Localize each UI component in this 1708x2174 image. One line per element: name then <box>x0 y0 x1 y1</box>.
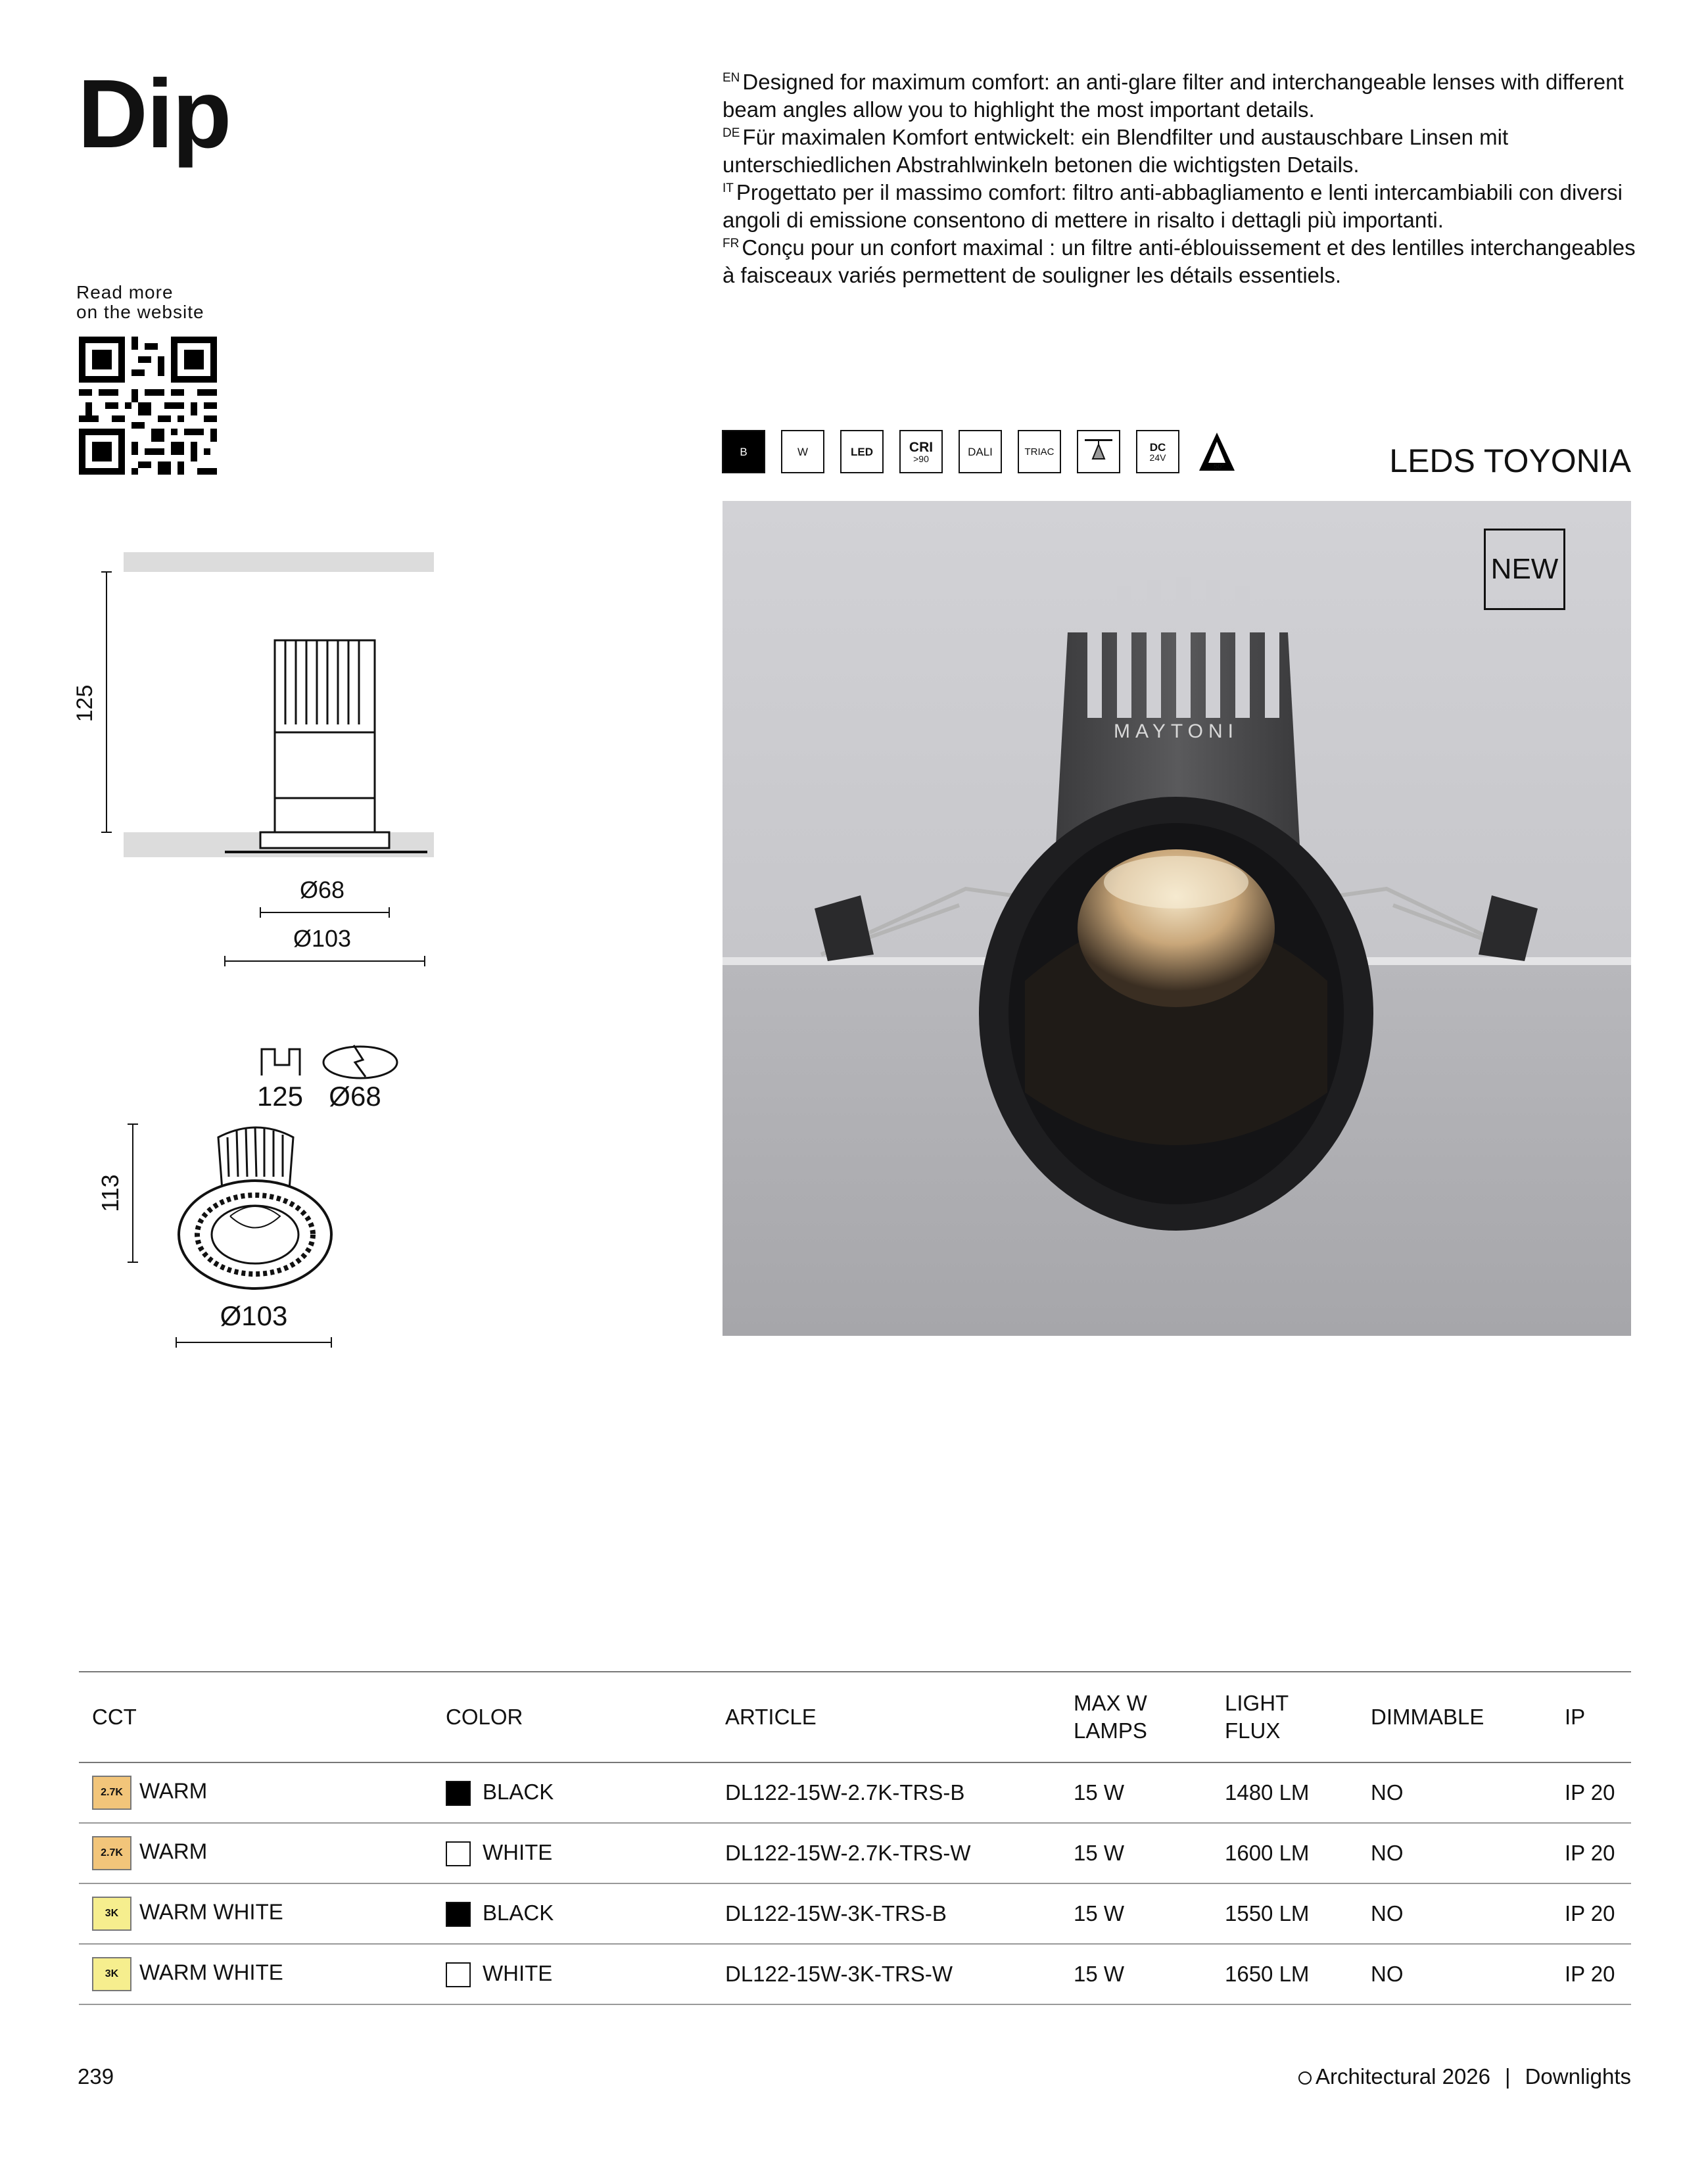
iso-diameter-label: Ø103 <box>220 1300 288 1331</box>
cell-light-flux: 1480 LM <box>1212 1762 1358 1823</box>
color-swatch <box>446 1781 471 1806</box>
header-article: ARTICLE <box>712 1672 1060 1762</box>
header-max-w: MAX W LAMPS <box>1060 1672 1212 1762</box>
rotatable-lamp-icon <box>1077 430 1120 473</box>
cell-light-flux: 1600 LM <box>1212 1823 1358 1883</box>
description-it: $^{IT}$ Progettato per il massimo comfort: filtro anti-abbagliamento e lenti intercambiabili con diversi angoli di emissione consentono di mettere in risalto i dettagli più importanti. <box>723 180 1623 232</box>
cell-cct: 2.7K WARM <box>79 1823 433 1883</box>
cell-ip: IP 20 <box>1552 1762 1631 1823</box>
product-description <box>723 68 1643 289</box>
dc-voltage-icon: DC 24V <box>1136 430 1179 473</box>
cct-badge: 2.7K <box>92 1776 131 1810</box>
cell-article: DL122-15W-3K-TRS-B <box>712 1883 1060 1944</box>
footer-section: Architectural 2026 | Downlights <box>1298 2064 1631 2089</box>
cell-light-flux: 1650 LM <box>1212 1944 1358 2004</box>
table-row <box>79 1762 1631 1823</box>
description-fr: $^{FR}$ Conçu pour un confort maximal : un filtre anti-éblouissement et des lentilles interchangeables à faisceaux variés permettent de souligner les détails essentiels. <box>723 235 1636 287</box>
triac-icon: TRIAC <box>1018 430 1061 473</box>
cell-ip: IP 20 <box>1552 1944 1631 2004</box>
cell-cct: 3K WARM WHITE <box>79 1944 433 2004</box>
install-cut-label: Ø68 <box>329 1081 381 1112</box>
cell-ip: IP 20 <box>1552 1883 1631 1944</box>
black-color-icon: B <box>722 430 765 473</box>
cri-icon: CRI >90 <box>899 430 943 473</box>
cell-max-w: 15 W <box>1060 1762 1212 1823</box>
cell-cct: 3K WARM WHITE <box>79 1883 433 1944</box>
cell-max-w: 15 W <box>1060 1823 1212 1883</box>
color-swatch <box>446 1902 471 1927</box>
color-swatch <box>446 1841 471 1866</box>
section-name: Downlights <box>1525 2064 1631 2089</box>
cell-light-flux: 1550 LM <box>1212 1883 1358 1944</box>
cct-badge: 3K <box>92 1957 131 1991</box>
table-row <box>79 1883 1631 1944</box>
install-depth-icon <box>262 1049 300 1075</box>
catalog-name: Architectural 2026 <box>1316 2064 1490 2089</box>
cell-max-w: 15 W <box>1060 1883 1212 1944</box>
cell-cct: 2.7K WARM <box>79 1762 433 1823</box>
page-number: 239 <box>78 2064 114 2089</box>
cell-dimmable: NO <box>1358 1823 1552 1883</box>
qr-code-icon[interactable] <box>79 337 217 475</box>
downlight-illustration <box>723 501 1631 1336</box>
cell-ip: IP 20 <box>1552 1823 1631 1883</box>
cell-max-w: 15 W <box>1060 1944 1212 2004</box>
height-total-label: 125 <box>72 684 97 722</box>
table-header-row <box>79 1672 1631 1762</box>
led-icon: LED <box>840 430 884 473</box>
diameter-cut-label: Ø68 <box>299 876 345 903</box>
table-row <box>79 1823 1631 1883</box>
header-ip: IP <box>1552 1672 1631 1762</box>
read-more-caption: Read more on the website <box>76 282 204 322</box>
new-badge: NEW <box>1484 529 1565 610</box>
header-light-flux: LIGHT FLUX <box>1212 1672 1358 1762</box>
iso-height-label: 113 <box>97 1174 124 1212</box>
header-color: COLOR <box>433 1672 712 1762</box>
beam-angle-icon: 50° <box>1195 430 1239 473</box>
cell-color: BLACK <box>433 1883 712 1944</box>
install-depth-label: 125 <box>256 1081 304 1112</box>
cell-dimmable: NO <box>1358 1762 1552 1823</box>
cell-color: WHITE <box>433 1823 712 1883</box>
feature-icons <box>722 430 1239 473</box>
product-photo <box>723 501 1631 1336</box>
circle-icon <box>1298 2071 1312 2085</box>
cell-article: DL122-15W-2.7K-TRS-W <box>712 1823 1060 1883</box>
specification-table <box>79 1671 1631 2005</box>
white-color-icon: W <box>781 430 824 473</box>
brand-print: MAYTONI <box>1114 721 1239 742</box>
diameter-outer-label: Ø103 <box>293 925 352 952</box>
cell-color: WHITE <box>433 1944 712 2004</box>
description-de: $^{DE}$ Für maximalen Komfort entwickelt: ein Blendfilter und austauschbare Linsen mit unterschiedlichen Abstrahlwinkeln betonen die wichtigsten Details. <box>723 125 1509 177</box>
cutout-icon <box>323 1047 397 1078</box>
cell-dimmable: NO <box>1358 1883 1552 1944</box>
technical-drawing <box>66 539 434 1394</box>
cell-dimmable: NO <box>1358 1944 1552 2004</box>
cct-badge: 2.7K <box>92 1836 131 1870</box>
cct-badge: 3K <box>92 1897 131 1931</box>
description-en: $^{EN}$ Designed for maximum comfort: an anti-glare filter and interchangeable lenses with different beam angles allow you to highlight the most important details. <box>723 70 1624 122</box>
product-line-name: LEDS TOYONIA <box>1389 442 1631 479</box>
page-title: Dip <box>78 60 231 168</box>
header-cct: CCT <box>79 1672 433 1762</box>
cell-color: BLACK <box>433 1762 712 1823</box>
dali-icon: DALI <box>959 430 1002 473</box>
table-row <box>79 1944 1631 2004</box>
cell-article: DL122-15W-2.7K-TRS-B <box>712 1762 1060 1823</box>
header-dimmable: DIMMABLE <box>1358 1672 1552 1762</box>
cell-article: DL122-15W-3K-TRS-W <box>712 1944 1060 2004</box>
color-swatch <box>446 1962 471 1987</box>
